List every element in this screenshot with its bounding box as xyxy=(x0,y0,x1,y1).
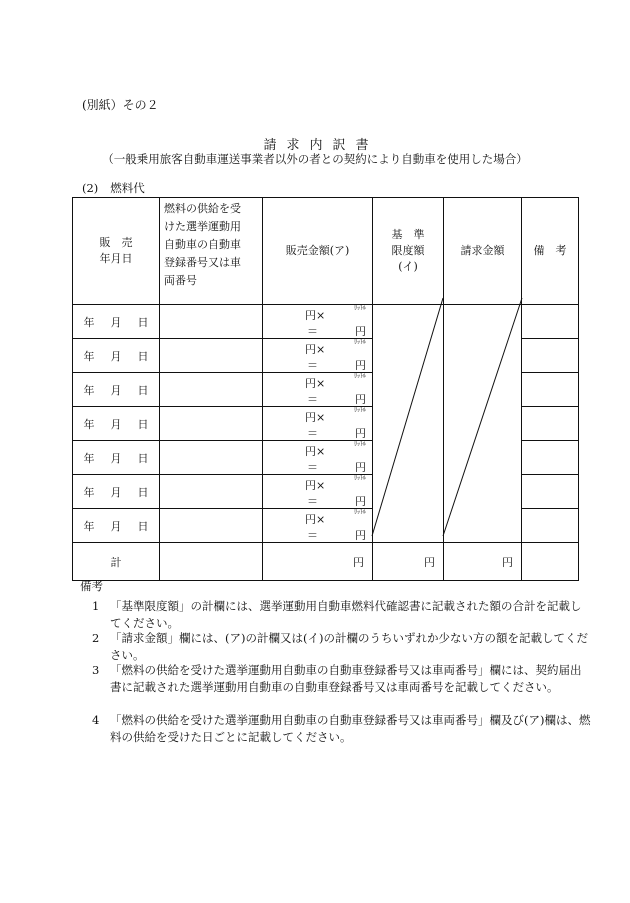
sale-amount-cell[interactable] xyxy=(263,305,373,339)
header-supply-line2: けた選挙運動用 xyxy=(164,220,241,233)
document-subtitle: （一般乗用旅客自動車運送事業者以外の者との契約により自動車を使用した場合） xyxy=(102,152,528,166)
yen-label: 円 xyxy=(355,461,366,474)
month-label: 月 xyxy=(110,315,122,329)
note-text: 「請求金額」欄には、(ア)の計欄又は(イ)の計欄のうちいずれか少ない方の額を記載してください。 xyxy=(110,631,588,662)
sale-date-cell[interactable] xyxy=(73,305,160,339)
month-label: 月 xyxy=(110,451,122,465)
document-title: 請求内訳書 xyxy=(263,138,379,153)
year-label: 年 xyxy=(83,519,95,533)
equals-label: ＝ xyxy=(307,393,318,406)
note-number: 4 xyxy=(92,713,100,727)
limit-cell-struck xyxy=(373,305,444,543)
day-label: 日 xyxy=(137,315,149,329)
month-label: 月 xyxy=(110,349,122,363)
sale-date-cell[interactable] xyxy=(73,441,160,475)
month-label: 月 xyxy=(110,485,122,499)
claim-cell-struck xyxy=(444,305,522,543)
day-label: 日 xyxy=(137,383,149,397)
year-label: 年 xyxy=(83,417,95,431)
equals-label: ＝ xyxy=(307,427,318,440)
yen-label: 円 xyxy=(355,529,366,542)
liter-unit-label: ﾘｯﾄﾙ xyxy=(353,475,366,482)
yen-label: 円 xyxy=(355,427,366,440)
sale-amount-cell[interactable] xyxy=(263,475,373,509)
sale-date-cell[interactable] xyxy=(73,407,160,441)
remarks-cell[interactable] xyxy=(522,407,579,441)
fuel-cost-table xyxy=(72,197,579,581)
section-heading xyxy=(82,180,145,196)
equals-label: ＝ xyxy=(307,529,318,542)
header-supply-registration xyxy=(160,198,263,305)
attachment-label: (別紙）その２ xyxy=(82,98,159,112)
header-limit-line1: 基 準 xyxy=(391,228,425,241)
year-label: 年 xyxy=(83,383,95,397)
total-sale-amount[interactable]: 円 xyxy=(263,543,373,581)
total-supply-cell xyxy=(160,543,263,581)
header-sale-date-line2: 年月日 xyxy=(99,252,133,265)
supply-registration-cell[interactable] xyxy=(160,475,263,509)
sale-date-cell[interactable] xyxy=(73,509,160,543)
total-limit[interactable]: 円 xyxy=(373,543,444,581)
header-supply-line3: 自動車の自動車 xyxy=(164,238,241,251)
yen-times-label: 円× xyxy=(305,445,326,458)
table-row xyxy=(73,305,579,339)
supply-registration-cell[interactable] xyxy=(160,441,263,475)
supply-registration-cell[interactable] xyxy=(160,407,263,441)
sale-date-cell[interactable] xyxy=(73,373,160,407)
liter-unit-label: ﾘｯﾄﾙ xyxy=(353,441,366,448)
header-sale-amount: 販売金額(ア) xyxy=(263,198,373,305)
header-supply-line4: 登録番号又は車 xyxy=(164,256,241,269)
month-label: 月 xyxy=(110,519,122,533)
yen-times-label: 円× xyxy=(305,343,326,356)
day-label: 日 xyxy=(137,485,149,499)
section-label: 燃料代 xyxy=(110,181,145,195)
header-limit-line2: 限度額 xyxy=(391,244,425,257)
equals-label: ＝ xyxy=(307,495,318,508)
day-label: 日 xyxy=(137,451,149,465)
total-row xyxy=(73,543,579,581)
remarks-cell[interactable] xyxy=(522,305,579,339)
day-label: 日 xyxy=(137,519,149,533)
year-label: 年 xyxy=(83,451,95,465)
sale-date-cell[interactable] xyxy=(73,475,160,509)
header-supply-line1: 燃料の供給を受 xyxy=(164,202,241,215)
supply-registration-cell[interactable] xyxy=(160,373,263,407)
header-limit-line3: (イ) xyxy=(398,260,418,273)
equals-label: ＝ xyxy=(307,359,318,372)
sale-date-cell[interactable] xyxy=(73,339,160,373)
sale-amount-cell[interactable] xyxy=(263,441,373,475)
remarks-cell[interactable] xyxy=(522,441,579,475)
sale-amount-cell[interactable] xyxy=(263,373,373,407)
liter-unit-label: ﾘｯﾄﾙ xyxy=(353,509,366,516)
yen-label: 円 xyxy=(355,359,366,372)
yen-label: 円 xyxy=(355,393,366,406)
remarks-cell[interactable] xyxy=(522,339,579,373)
remarks-cell[interactable] xyxy=(522,475,579,509)
yen-times-label: 円× xyxy=(305,377,326,390)
supply-registration-cell[interactable] xyxy=(160,305,263,339)
sale-amount-cell[interactable] xyxy=(263,509,373,543)
liter-unit-label: ﾘｯﾄﾙ xyxy=(353,339,366,346)
supply-registration-cell[interactable] xyxy=(160,339,263,373)
sale-amount-cell[interactable] xyxy=(263,407,373,441)
note-number: 3 xyxy=(92,663,100,677)
equals-label: ＝ xyxy=(307,325,318,338)
header-supply-line5: 両番号 xyxy=(164,274,197,287)
day-label: 日 xyxy=(137,417,149,431)
liter-unit-label: ﾘｯﾄﾙ xyxy=(353,305,366,312)
header-sale-date-line1: 販 売 xyxy=(99,236,133,249)
yen-label: 円 xyxy=(355,325,366,338)
yen-times-label: 円× xyxy=(305,309,326,322)
remarks-cell[interactable] xyxy=(522,373,579,407)
equals-label: ＝ xyxy=(307,461,318,474)
header-limit xyxy=(373,198,444,305)
year-label: 年 xyxy=(83,349,95,363)
yen-times-label: 円× xyxy=(305,411,326,424)
liter-unit-label: ﾘｯﾄﾙ xyxy=(353,407,366,414)
month-label: 月 xyxy=(110,383,122,397)
supply-registration-cell[interactable] xyxy=(160,509,263,543)
total-remarks-cell xyxy=(522,543,579,581)
notes-heading: 備考 xyxy=(80,579,103,593)
section-number: (2) xyxy=(82,181,99,195)
note-number: 1 xyxy=(92,599,100,613)
note-text: 「基準限度額」の計欄には、選挙運動用自動車燃料代確認書に記載された額の合計を記載してください。 xyxy=(110,599,582,630)
yen-times-label: 円× xyxy=(305,513,326,526)
year-label: 年 xyxy=(83,315,95,329)
month-label: 月 xyxy=(110,417,122,431)
note-number: 2 xyxy=(92,631,100,645)
year-label: 年 xyxy=(83,485,95,499)
header-remarks: 備 考 xyxy=(522,198,579,305)
day-label: 日 xyxy=(137,349,149,363)
yen-times-label: 円× xyxy=(305,479,326,492)
yen-label: 円 xyxy=(355,495,366,508)
header-sale-date xyxy=(73,198,160,305)
total-claim[interactable]: 円 xyxy=(444,543,522,581)
total-label: 計 xyxy=(73,543,160,581)
header-claim: 請求金額 xyxy=(444,198,522,305)
note-text: 「燃料の供給を受けた選挙運動用自動車の自動車登録番号又は車両番号」欄及び(ア)欄は、燃料の供給を受けた日ごとに記載してください。 xyxy=(110,713,591,744)
table-header-row xyxy=(73,198,579,305)
liter-unit-label: ﾘｯﾄﾙ xyxy=(353,373,366,380)
note-text: 「燃料の供給を受けた選挙運動用自動車の自動車登録番号又は車両番号」欄には、契約届出書に記載された選挙運動用自動車の自動車登録番号又は車両番号を記載してください。 xyxy=(110,663,582,694)
sale-amount-cell[interactable] xyxy=(263,339,373,373)
remarks-cell[interactable] xyxy=(522,509,579,543)
